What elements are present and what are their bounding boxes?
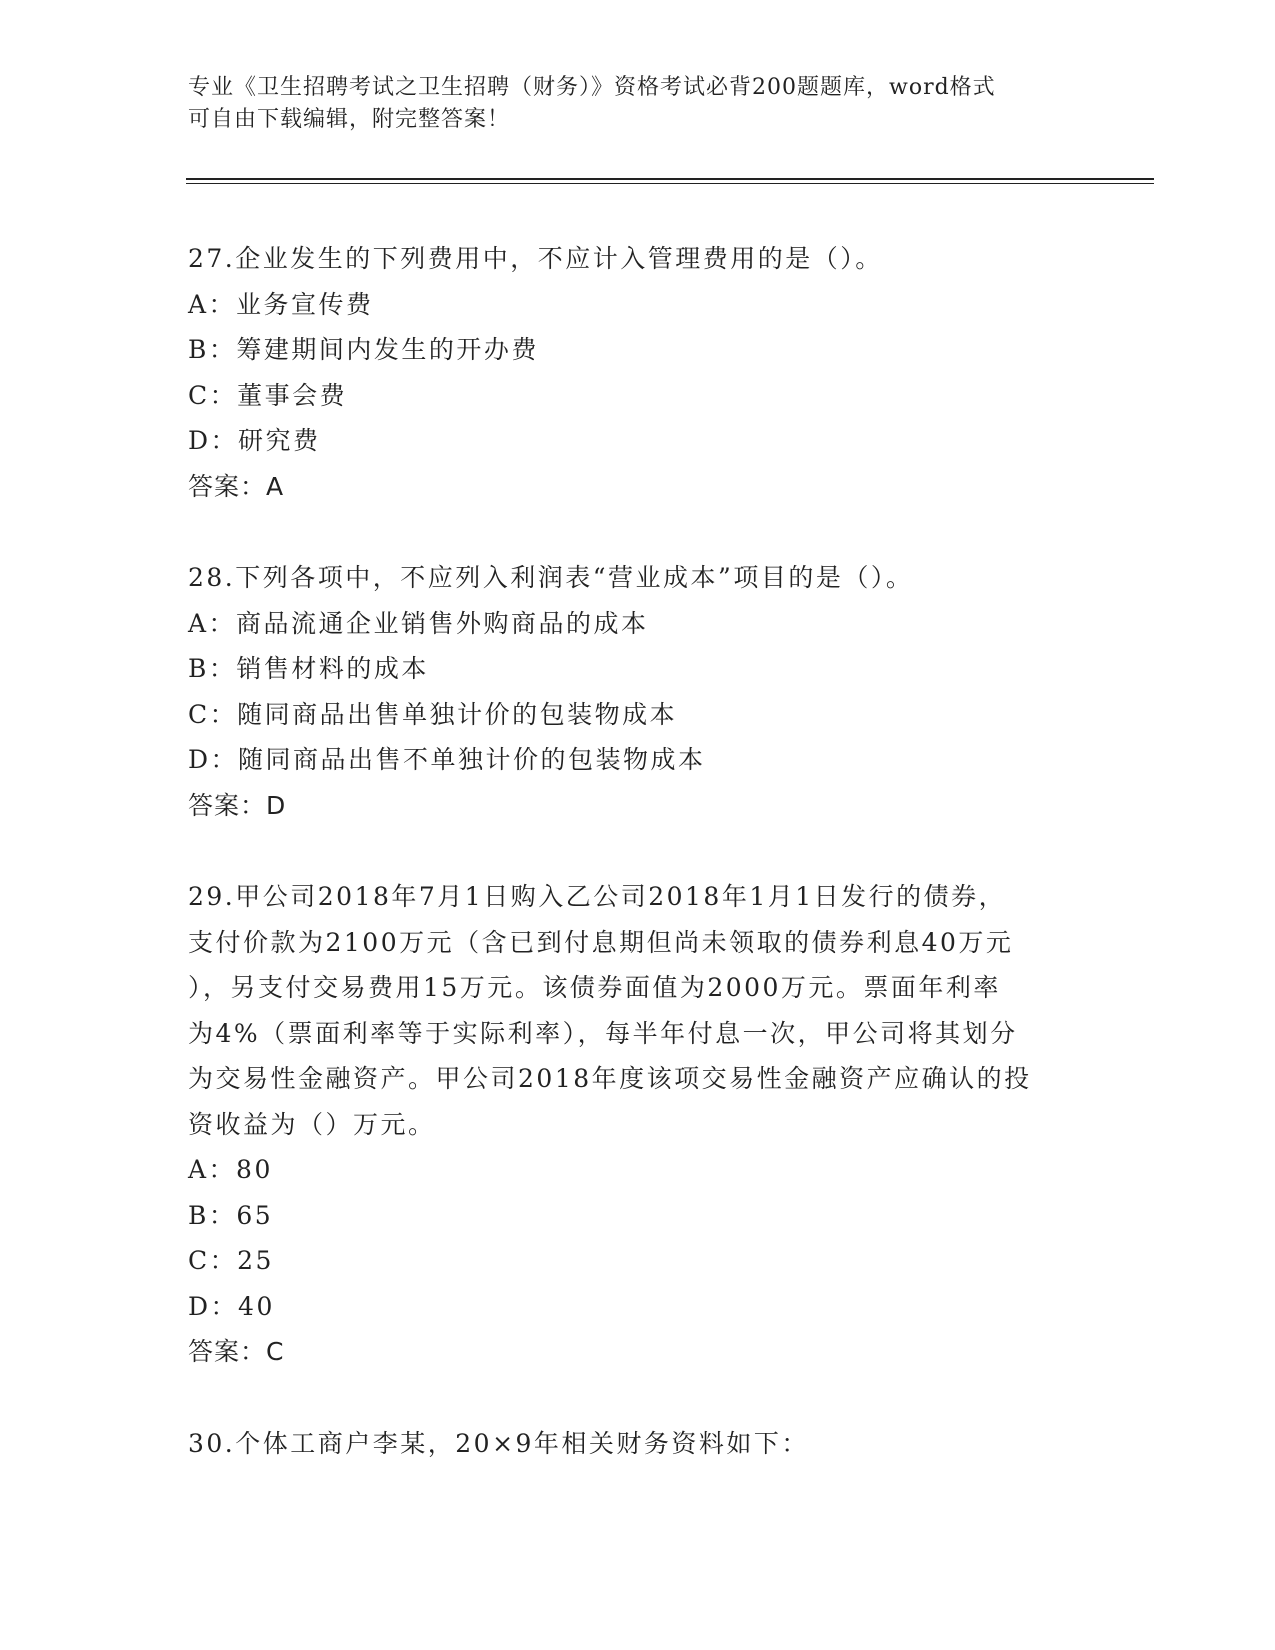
option-d: D：研究费 (188, 426, 321, 455)
header-divider-thick (186, 178, 1154, 180)
stem-line: 为4%（票面利率等于实际利率），每半年付息一次，甲公司将其划分 (188, 1018, 1018, 1048)
header-divider-thin (186, 183, 1154, 184)
answer-line: 答案：A (188, 471, 285, 501)
question-stem (188, 1421, 1068, 1467)
stem-line: 为交易性金融资产。甲公司2018年度该项交易性金融资产应确认的投 (188, 1064, 1032, 1093)
document-header (188, 72, 1068, 136)
question-list (188, 236, 1068, 1512)
option-b: B：65 (188, 1200, 274, 1230)
question-stem (188, 555, 1068, 601)
answer-line: 答案：D (188, 790, 287, 820)
option-a: A：商品流通企业销售外购商品的成本 (188, 608, 649, 638)
option-d: D：40 (188, 1291, 275, 1321)
question-28 (188, 555, 1068, 828)
option-a: A：业务宣传费 (188, 289, 374, 319)
question-stem (188, 236, 1068, 282)
option-b: B：筹建期间内发生的开办费 (188, 335, 539, 364)
question-30 (188, 1421, 1068, 1467)
stem-line: 27.企业发生的下列费用中，不应计入管理费用的是（）。 (188, 244, 883, 273)
question-29 (188, 874, 1068, 1375)
option-c: C：董事会费 (188, 380, 348, 410)
stem-line: 29.甲公司2018年7月1日购入乙公司2018年1月1日发行的债券， (188, 882, 1007, 911)
header-line: 可自由下载编辑，附完整答案！ (188, 107, 511, 132)
option-c: C：随同商品出售单独计价的包装物成本 (188, 699, 678, 729)
option-d: D：随同商品出售不单独计价的包装物成本 (188, 745, 706, 774)
question-stem (188, 874, 1068, 1147)
option-a: A：80 (188, 1155, 273, 1184)
option-b: B：销售材料的成本 (188, 654, 429, 683)
header-line: 专业《卫生招聘考试之卫生招聘（财务）》资格考试必背200题题库，word格式 (188, 75, 996, 100)
stem-line: 28.下列各项中，不应列入利润表“营业成本”项目的是（）。 (188, 563, 914, 592)
stem-line: 资收益为（）万元。 (188, 1109, 436, 1139)
option-c: C：25 (188, 1246, 274, 1275)
stem-line: 30.个体工商户李某，20×9年相关财务资料如下： (188, 1428, 809, 1458)
stem-line: 支付价款为2100万元（含已到付息期但尚未领取的债券利息40万元 (188, 927, 1014, 957)
answer-line: 答案：C (188, 1337, 285, 1366)
stem-line: ），另支付交易费用15万元。该债券面值为2000万元。票面年利率 (188, 973, 1001, 1002)
question-27 (188, 236, 1068, 509)
